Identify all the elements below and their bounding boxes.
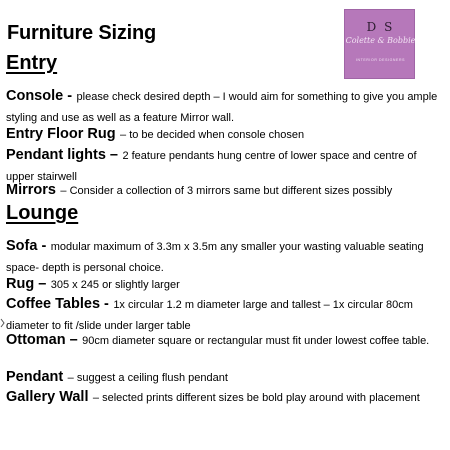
item-description: 2 feature pendants hung centre of lower space and centre of upper stairwell (6, 150, 417, 183)
chevron-right-icon (0, 318, 5, 328)
item-label: Entry Floor Rug (6, 126, 116, 142)
logo-monogram: D S (366, 20, 395, 34)
item-description: – Consider a collection of 3 mirrors same but different sizes possibly (60, 185, 393, 197)
section-heading-lounge: Lounge (6, 202, 79, 224)
item-description: 1x circular 1.2 m diameter large and tallest – 1x circular 80cm diameter to fit /slide under larger table (6, 299, 413, 332)
item-label: Mirrors (6, 182, 56, 198)
section-heading-entry: Entry (6, 52, 58, 74)
document-title: Furniture Sizing (7, 22, 157, 44)
item-description: – to be decided when console chosen (120, 129, 305, 141)
item-label: Pendant (6, 369, 64, 385)
entry-item-floor-rug (6, 124, 440, 145)
lounge-item-gallery-wall (6, 387, 440, 408)
item-label: Gallery Wall (6, 389, 89, 405)
item-description: modular maximum of 3.3m x 3.5m any smaller your wasting valuable seating space- depth is personal choice. (6, 241, 424, 274)
entry-item-console (6, 86, 440, 128)
item-description: 90cm diameter square or rectangular must fit under lowest coffee table. (82, 335, 430, 347)
item-description: 305 x 245 or slightly larger (50, 279, 180, 291)
item-description: please check desired depth – I would aim for something to give you ample styling and use as well as a feature Mirror wall. (6, 91, 438, 124)
item-label: Coffee Tables - (6, 296, 109, 312)
designer-logo (344, 9, 415, 79)
item-description: – selected prints different sizes be bold play around with placement (92, 392, 420, 404)
item-label: Ottoman – (6, 332, 78, 348)
lounge-item-pendant (6, 367, 440, 388)
logo-tagline: INTERIOR DESIGNERS (355, 58, 406, 62)
lounge-item-rug (6, 274, 440, 295)
item-label: Rug – (6, 276, 47, 292)
lounge-item-ottoman (6, 330, 440, 351)
item-label: Sofa - (6, 238, 47, 254)
entry-item-mirrors (6, 180, 440, 201)
item-label: Pendant lights – (6, 147, 118, 163)
logo-script: Colette & Bobbie (345, 36, 416, 45)
item-label: Console - (6, 88, 73, 104)
lounge-item-sofa (6, 236, 440, 278)
item-description: – suggest a ceiling flush pendant (67, 372, 228, 384)
